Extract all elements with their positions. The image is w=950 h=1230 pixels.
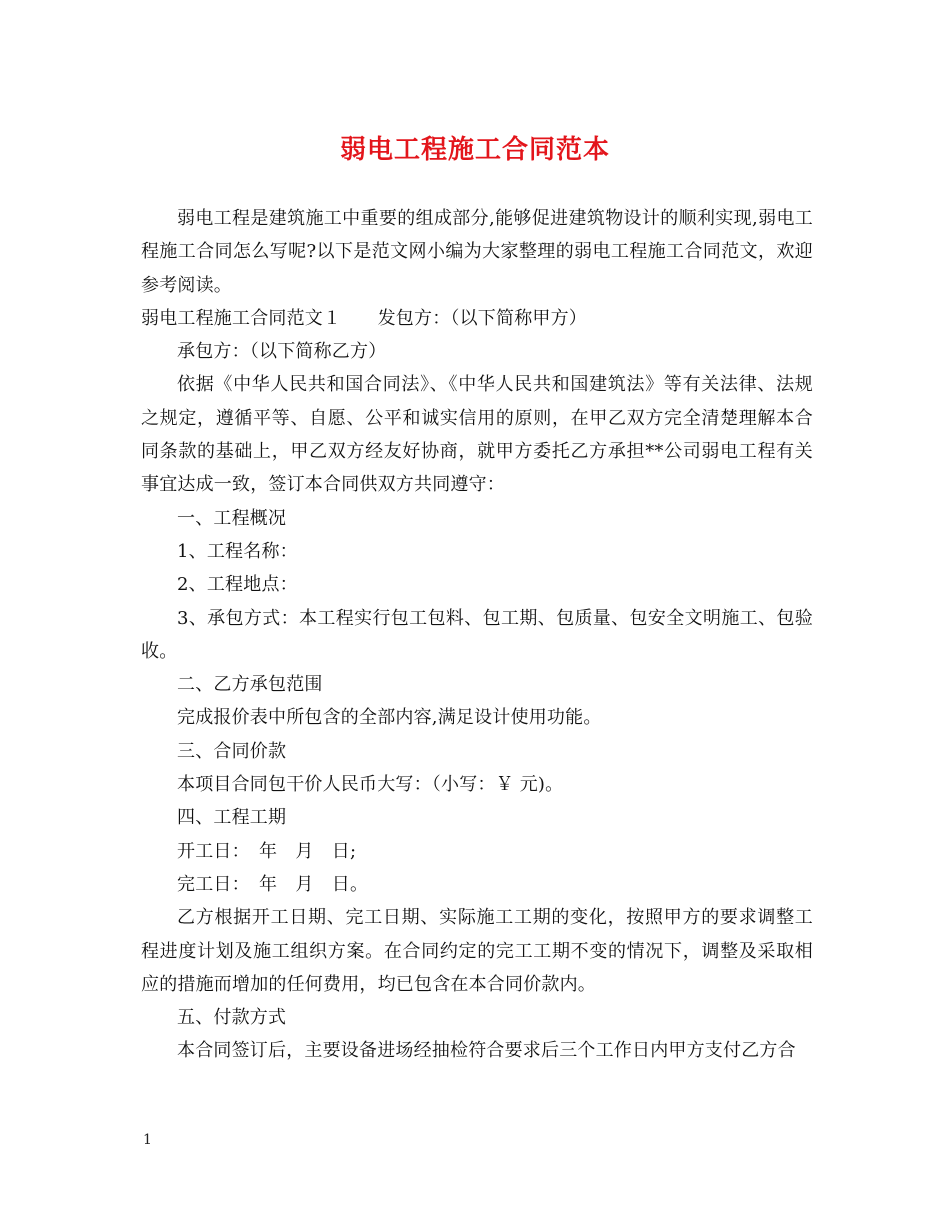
- payment-paragraph: 本合同签订后，主要设备进场经抽检符合要求后三个工作日内甲方支付乙方合: [177, 1040, 796, 1062]
- contract-method-paragraph: 3、承包方式：本工程实行包工包料、包工期、包质量、包安全文明施工、包验收。: [141, 607, 813, 662]
- section-heading-payment: 五、付款方式: [177, 1007, 287, 1029]
- section-heading-scope: 二、乙方承包范围: [177, 674, 323, 696]
- document-title: 弱电工程施工合同范本: [339, 135, 610, 165]
- project-location-line: 2、工程地点：: [177, 574, 298, 596]
- section-heading-schedule: 四、工程工期: [177, 807, 287, 829]
- document-body: [141, 202, 813, 1068]
- scope-paragraph: 完成报价表中所包含的全部内容,满足设计使用功能。: [177, 707, 602, 729]
- intro-paragraph: 弱电工程是建筑施工中重要的组成部分,能够促进建筑物设计的顺利实现,弱电工程施工合同怎么写呢?以下是范文网小编为大家整理的弱电工程施工合同范文，欢迎参考阅读。: [141, 208, 813, 296]
- project-name-line: 1、工程名称：: [177, 540, 298, 562]
- section-heading-overview: 一、工程概况: [177, 507, 287, 529]
- page-number: 1: [143, 1132, 152, 1148]
- contract-heading-line: 弱电工程施工合同范文１ 发包方：（以下简称甲方）: [141, 307, 587, 329]
- price-paragraph: 本项目合同包干价人民币大写：（小写：￥ 元)。: [177, 774, 564, 796]
- end-date-line: 完工日： 年 月 日。: [177, 873, 369, 895]
- section-heading-price: 三、合同价款: [177, 740, 287, 762]
- contractor-line: 承包方：（以下简称乙方）: [177, 341, 387, 363]
- start-date-line: 开工日： 年 月 日;: [177, 840, 357, 862]
- schedule-adjustment-paragraph: 乙方根据开工日期、完工日期、实际施工工期的变化，按照甲方的要求调整工程进度计划及施工组织方案。在合同约定的完工工期不变的情况下，调整及采取相应的措施而增加的任何费用，均已包含在本合同价款内。: [141, 907, 813, 995]
- legal-basis-paragraph: 依据《中华人民共和国合同法》、《中华人民共和国建筑法》等有关法律、法规之规定，遵循平等、自愿、公平和诚实信用的原则，在甲乙双方完全清楚理解本合同条款的基础上，甲乙双方经友好协商，就甲方委托乙方承担**公司弱电工程有关事宜达成一致，签订本合同供双方共同遵守：: [141, 374, 813, 496]
